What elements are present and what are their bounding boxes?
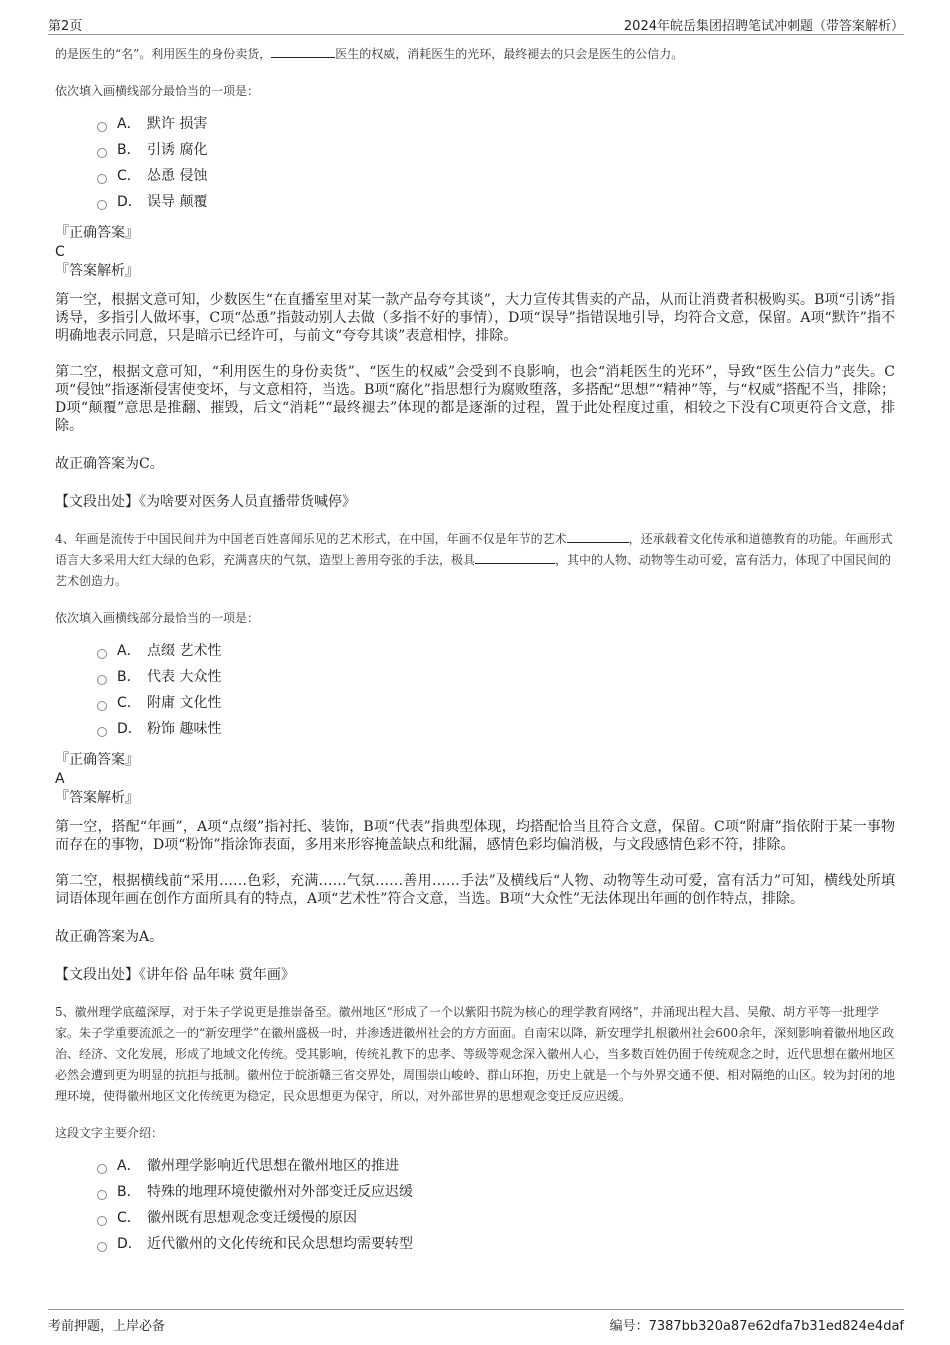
radio-icon[interactable] (97, 1164, 107, 1174)
q3-analysis-heading: 『答案解析』 (55, 263, 139, 279)
q4-blank-2 (475, 553, 555, 564)
q5-option-b[interactable] (97, 1179, 895, 1205)
option-label: A． (117, 116, 141, 132)
option-text: 徽州既有思想观念变迁缓慢的原因 (147, 1210, 357, 1226)
q4-source: 【文段出处】《讲年俗 品年味 赏年画》 (55, 967, 295, 983)
radio-icon[interactable] (97, 122, 107, 132)
option-label: D． (117, 194, 142, 210)
option-text: 点缀 艺术性 (147, 643, 222, 659)
q4-conclusion: 故正确答案为A。 (55, 929, 164, 945)
q4-analysis-2: 第二空，根据横线前“采用……色彩，充满……气氛……善用……手法”及横线后“人物、动物等生动可爱，富有活力”可知，横线处所填词语体现年画在创作方面所具有的特点，A项“艺术性”符合文意，当选。B项“大众性”无法体现出年画的创作特点，排除。 (55, 873, 895, 907)
q3-source: 【文段出处】《为啥要对医务人员直播带货喊停》 (55, 494, 356, 510)
footer-slogan: 考前押题，上岸必备 (48, 1319, 166, 1334)
q5-option-c[interactable] (97, 1205, 895, 1231)
q3-prompt: 依次填入画横线部分最恰当的一项是： (55, 84, 260, 98)
q4-text-part-1: 4、年画是流传于中国民间并为中国老百姓喜闻乐见的艺术形式，在中国，年画不仅是年节的艺术 (55, 532, 567, 546)
option-text: 特殊的地理环境使徽州对外部变迁反应迟缓 (147, 1184, 413, 1200)
q4-analysis-1: 第一空，搭配“年画”，A项“点缀”指衬托、装饰，B项“代表”指典型体现，均搭配恰当且符合文意，保留。C项“附庸”指依附于某一事物而存在的事物，D项“粉饰”指涂饰表面，多用来形容掩盖缺点和纰漏，感情色彩均偏消极，与文段感情色彩不符，排除。 (55, 819, 895, 853)
option-label: A． (117, 643, 141, 659)
option-text: 粉饰 趣味性 (147, 721, 222, 737)
option-text: 误导 颠覆 (147, 194, 208, 210)
option-text: 代表 大众性 (147, 669, 222, 685)
option-label: C． (117, 168, 141, 184)
q4-blank-1 (567, 532, 629, 543)
option-text: 默许 损害 (147, 116, 208, 132)
radio-icon[interactable] (97, 649, 107, 659)
q5-prompt: 这段文字主要介绍： (55, 1126, 164, 1140)
radio-icon[interactable] (97, 1216, 107, 1226)
document-id: 编号：7387bb320a87e62dfa7b31ed824e4daf (609, 1319, 904, 1334)
q3-option-b[interactable] (97, 137, 895, 163)
page-number: 第2页 (48, 19, 83, 34)
radio-icon[interactable] (97, 174, 107, 184)
q4-option-c[interactable] (97, 690, 895, 716)
radio-icon[interactable] (97, 701, 107, 711)
q5-options (97, 1153, 895, 1257)
q3-options (97, 111, 895, 215)
q3-blank-2 (271, 47, 335, 58)
q3-text-part-1: 的是医生的“名”。利用医生的身份卖货， (55, 47, 272, 61)
radio-icon[interactable] (97, 1242, 107, 1252)
q3-text-part-2: 医生的权威，消耗医生的光环，最终褪去的只会是医生的公信力。 (335, 47, 684, 61)
q3-text (55, 44, 895, 65)
q3-option-a[interactable] (97, 111, 895, 137)
page-footer (48, 1309, 904, 1334)
q3-analysis-1: 第一空，根据文意可知，少数医生“在直播室里对某一款产品夸夸其谈”，大力宣传其售卖的产品，从而让消费者积极购买。B项“引诱”指诱导，多指引人做坏事，C项“怂恿”指鼓动别人去做（多指不好的事情），D项“误导”指错误地引导，均符合文意，保留。A项“默许”指不明确地表示同意，只是暗示已经许可，与前文“夸夸其谈”表意相悖，排除。 (55, 292, 895, 344)
radio-icon[interactable] (97, 1190, 107, 1200)
option-text: 怂恿 侵蚀 (147, 168, 208, 184)
option-text: 徽州理学影响近代思想在徽州地区的推进 (147, 1158, 399, 1174)
q4-answer-heading: 『正确答案』 (55, 752, 139, 768)
q5-option-d[interactable] (97, 1231, 895, 1257)
option-text: 附庸 文化性 (147, 695, 222, 711)
q5-text: 5、徽州理学底蕴深厚，对于朱子学说更是推崇备至。徽州地区“形成了一个以紫阳书院为核心的理学教育网络”，并涌现出程大昌、吴儆、胡方平等一批理学家。朱子学重要流派之一的“新安理学”在徽州盛极一时，并渗透进徽州社会的方方面面。自南宋以降，新安理学扎根徽州社会600余年，深刻影响着徽州地区政治、经济、文化发展，形成了地域文化传统。受其影响，传统礼教下的忠孝、等级等观念深入徽州人心，当多数百姓仍囿于传统观念之时，近代思想在徽州地区必然会遭到更为明显的抗拒与抵制。徽州位于皖浙赣三省交界处，周围崇山峻岭、群山环抱，历史上就是一个与外界交通不便、相对隔绝的山区。较为封闭的地理环境，使得徽州地区文化传统更为稳定，民众思想更为保守，所以，对外部世界的思想观念变迁反应迟缓。 (55, 1005, 896, 1103)
q4-option-b[interactable] (97, 664, 895, 690)
option-label: D． (117, 721, 142, 737)
q4-option-d[interactable] (97, 716, 895, 742)
q3-conclusion: 故正确答案为C。 (55, 456, 164, 472)
q4-option-a[interactable] (97, 638, 895, 664)
option-label: D． (117, 1236, 142, 1252)
page-content (55, 44, 895, 1257)
option-text: 近代徽州的文化传统和民众思想均需要转型 (147, 1236, 413, 1252)
option-label: C． (117, 1210, 141, 1226)
option-label: B． (117, 1184, 141, 1200)
q4-prompt: 依次填入画横线部分最恰当的一项是： (55, 611, 260, 625)
q3-option-c[interactable] (97, 163, 895, 189)
q4-text (55, 529, 895, 592)
q5-option-a[interactable] (97, 1153, 895, 1179)
radio-icon[interactable] (97, 148, 107, 158)
q3-answer: C (55, 244, 65, 260)
radio-icon[interactable] (97, 727, 107, 737)
q3-analysis-2: 第二空，根据文意可知，“利用医生的身份卖货”、“医生的权威”会受到不良影响，也会“消耗医生的光环”，导致“医生公信力”丧失。C项“侵蚀”指逐渐侵害使变坏，与文意相符，当选。B项“腐化”指思想行为腐败堕落，多搭配“思想”“精神”等，与“权威”搭配不当，排除；D项“颠覆”意思是推翻、摧毁，后文“消耗”“最终褪去”体现的都是逐渐的过程，置于此处程度过重，相较之下没有C项更符合文意，排除。 (55, 364, 895, 434)
q4-text-part-3: ，其中的人物、动物等生动可爱，富有活力，体现了中国民间的艺术创造力。 (55, 553, 892, 588)
q4-analysis-heading: 『答案解析』 (55, 790, 139, 806)
q4-options (97, 638, 895, 742)
q3-option-d[interactable] (97, 189, 895, 215)
radio-icon[interactable] (97, 200, 107, 210)
page-header (48, 12, 904, 35)
option-text: 引诱 腐化 (147, 142, 208, 158)
radio-icon[interactable] (97, 675, 107, 685)
option-label: A． (117, 1158, 141, 1174)
document-title: 2024年皖岳集团招聘笔试冲刺题（带答案解析） (623, 19, 904, 34)
q4-answer: A (55, 771, 65, 787)
option-label: B． (117, 142, 141, 158)
option-label: C． (117, 695, 141, 711)
q3-answer-heading: 『正确答案』 (55, 225, 139, 241)
q4-text-part-2: ，还承载着文化传承和道德教育的功能。年画形式语言大多采用大红大绿的色彩，充满喜庆的气氛，造型上善用夸张的手法，极具 (55, 532, 893, 567)
option-label: B． (117, 669, 141, 685)
